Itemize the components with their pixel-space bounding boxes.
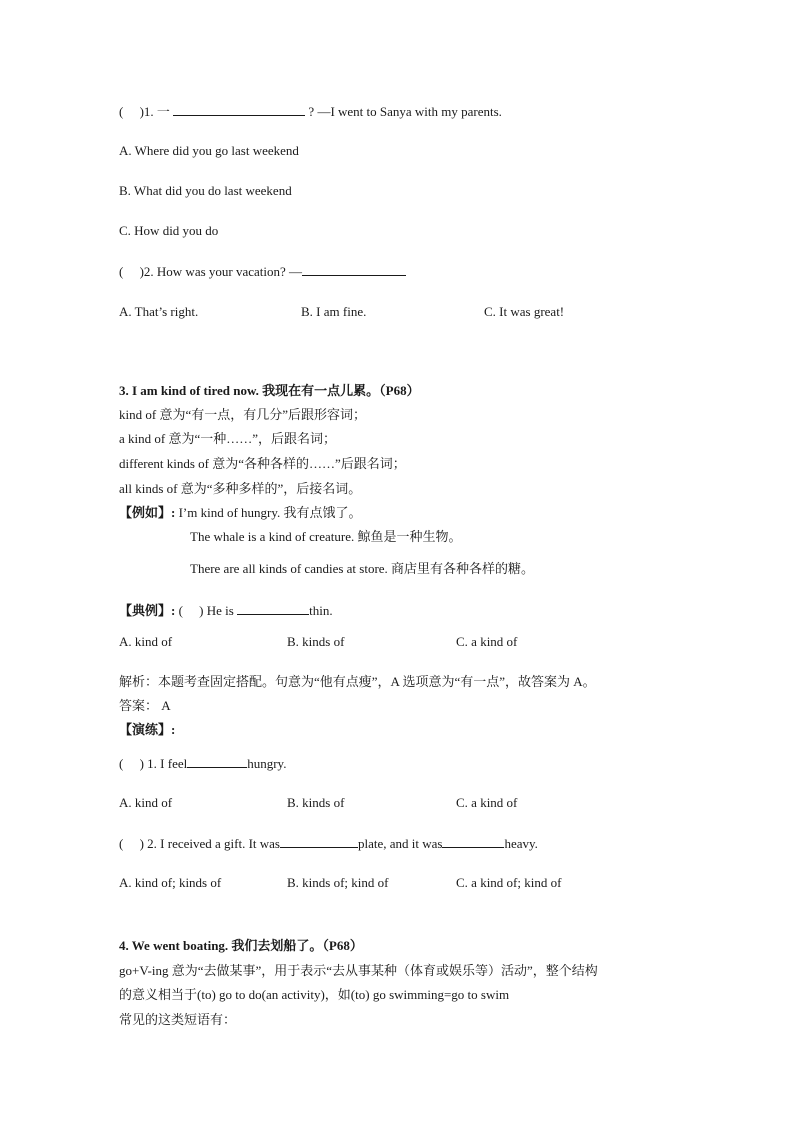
example-sentence: There are all kinds of candies at store. 商店里有各种各样的糖。	[190, 561, 535, 576]
practice-1-suffix: hungry.	[247, 756, 287, 771]
section-3-note: a kind of 意为“一种……”，后跟名词；	[119, 431, 337, 446]
question-1-stem	[119, 102, 502, 121]
answer-blank	[280, 834, 358, 848]
section-4-title: 4. We went boating. 我们去划船了。（P68）	[119, 938, 363, 953]
question-2-stem	[119, 262, 406, 281]
answer-blank	[442, 834, 504, 848]
typical-question-stem	[119, 601, 333, 620]
typical-label: 【典例】:	[119, 603, 176, 618]
section-4-line: go+V-ing 意为“去做某事”，用于表示“去从事某种（体育或娱乐等）活动”，整个结构	[119, 963, 598, 978]
practice-1-stem	[119, 754, 286, 773]
q2-stem-text: ( )2. How was your vacation? —	[119, 264, 303, 279]
section-3-note: different kinds of 意为“各种各样的……”后跟名词；	[119, 456, 406, 471]
practice-1-option-a: A. kind of	[119, 795, 173, 810]
analysis-text: 解析：本题考查固定搭配。句意为“他有点瘦”，A 选项意为“有一点”，故答案为 A。	[119, 674, 596, 689]
q1-option-c: C. How did you do	[119, 223, 219, 238]
practice-2-option-c: C. a kind of; kind of	[456, 875, 562, 890]
practice-2-mid: plate, and it was	[358, 836, 443, 851]
section-3-note: all kinds of 意为“多种多样的”，后接名词。	[119, 481, 362, 496]
typical-stem-suffix: thin.	[309, 603, 333, 618]
practice-2-option-b: B. kinds of; kind of	[287, 875, 389, 890]
q2-option-b: B. I am fine.	[301, 304, 367, 319]
typical-option-b: B. kinds of	[287, 634, 345, 649]
answer-blank	[187, 754, 247, 768]
q1-option-b: B. What did you do last weekend	[119, 183, 292, 198]
example-sentence: I’m kind of hungry. 我有点饿了。	[178, 505, 362, 520]
q1-stem-suffix: ? —I went to Sanya with my parents.	[308, 104, 502, 119]
answer-blank	[237, 601, 309, 615]
practice-1-option-c: C. a kind of	[456, 795, 518, 810]
answer-blank	[173, 102, 305, 116]
q1-option-a: A. Where did you go last weekend	[119, 143, 299, 158]
answer-text: 答案： A	[119, 698, 171, 713]
q1-stem-prefix: ( )1. 一	[119, 104, 170, 119]
answer-blank	[302, 262, 406, 276]
example-sentence: The whale is a kind of creature. 鲸鱼是一种生物。	[190, 529, 462, 544]
section-3-note: kind of 意为“有一点，有几分”后跟形容词；	[119, 407, 366, 422]
practice-label: 【演练】:	[119, 722, 176, 737]
example-label: 【例如】:	[119, 505, 176, 520]
section-3-title: 3. I am kind of tired now. 我现在有一点儿累。（P68）	[119, 383, 420, 398]
practice-2-option-a: A. kind of; kinds of	[119, 875, 222, 890]
section-4-line: 的意义相当于(to) go to do(an activity)，如(to) go swimming=go to swim	[119, 987, 510, 1002]
example-line-1	[119, 504, 362, 522]
q2-option-c: C. It was great!	[484, 304, 565, 319]
practice-2-prefix: ( ) 2. I received a gift. It was	[119, 836, 280, 851]
typical-option-c: C. a kind of	[456, 634, 518, 649]
section-4-line: 常见的这类短语有：	[119, 1012, 237, 1027]
typical-option-a: A. kind of	[119, 634, 173, 649]
practice-2-stem	[119, 834, 538, 853]
practice-2-suffix: heavy.	[504, 836, 538, 851]
practice-1-option-b: B. kinds of	[287, 795, 345, 810]
practice-1-prefix: ( ) 1. I feel	[119, 756, 188, 771]
typical-stem-prefix: ( ) He is	[178, 603, 234, 618]
q2-option-a: A. That’s right.	[119, 304, 199, 319]
